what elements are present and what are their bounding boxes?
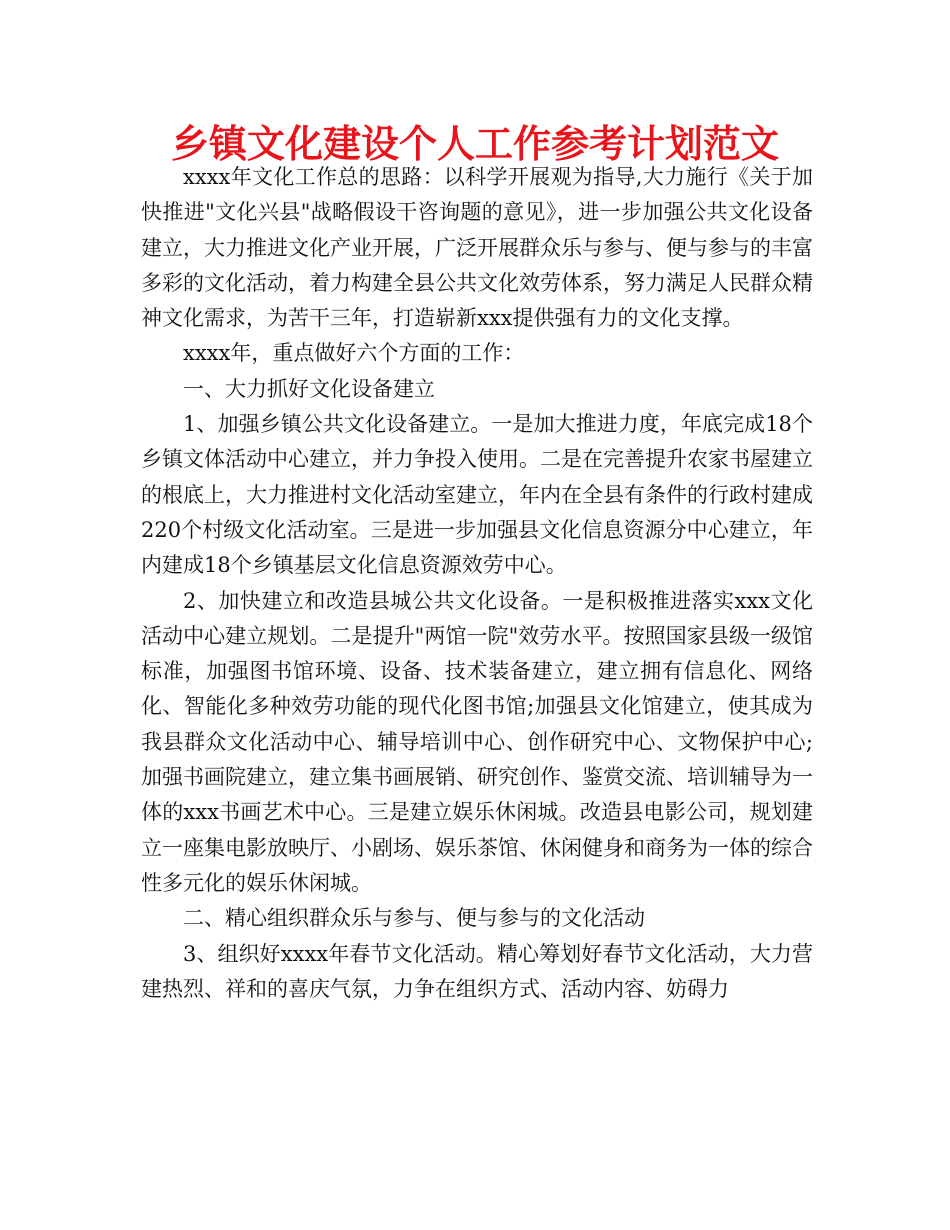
document-title: 乡镇文化建设个人工作参考计划范文: [170, 122, 779, 166]
document-body: [141, 160, 813, 1007]
paragraph-item-2: 2、加快建立和改造县城公共文化设备。一是积极推进落实xxx文化活动中心建立规划。二是提升"两馆一院"效劳水平。按照国家县级一级馆标准，加强图书馆环境、设备、技术装备建立，建立拥有信息化、网络化、智能化多种效劳功能的现代化图书馆;加强县文化馆建立，使其成为我县群众文化活动中心、辅导培训中心、创作研究中心、文物保护中心;加强书画院建立，建立集书画展销、研究创作、鉴赏交流、培训辅导为一体的xxx书画艺术中心。三是建立娱乐休闲城。改造县电影公司，规划建立一座集电影放映厅、小剧场、娱乐茶馆、休闲健身和商务为一体的综合性多元化的娱乐休闲城。: [141, 588, 813, 895]
paragraph-key-tasks: xxxx年，重点做好六个方面的工作：: [183, 341, 525, 366]
paragraph-item-3: 3、组织好xxxx年春节文化活动。精心筹划好春节文化活动，大力营建热烈、祥和的喜庆气氛，力争在组织方式、活动内容、妨碍力: [141, 941, 813, 1001]
paragraph-item-1: 1、加强乡镇公共文化设备建立。一是加大推进力度，年底完成18个乡镇文体活动中心建立，并力争投入使用。二是在完善提升农家书屋建立的根底上，大力推进村文化活动室建立，年内在全县有条件的行政村建成220个村级文化活动室。三是进一步加强县文化信息资源分中心建立，年内建成18个乡镇基层文化信息资源效劳中心。: [141, 412, 813, 578]
section-heading-activities: 二、精心组织群众乐与参与、便与参与的文化活动: [183, 906, 645, 931]
section-heading-facilities: 一、大力抓好文化设备建立: [183, 376, 435, 401]
paragraph-overview: xxxx年文化工作总的思路：以科学开展观为指导,大力施行《关于加快推进"文化兴县"战略假设干咨询题的意见》，进一步加强公共文化设备建立，大力推进文化产业开展，广泛开展群众乐与参与、便与参与的丰富多彩的文化活动，着力构建全县公共文化效劳体系，努力满足人民群众精神文化需求，为苦干三年，打造崭新xxx提供强有力的文化支撑。: [141, 165, 813, 331]
